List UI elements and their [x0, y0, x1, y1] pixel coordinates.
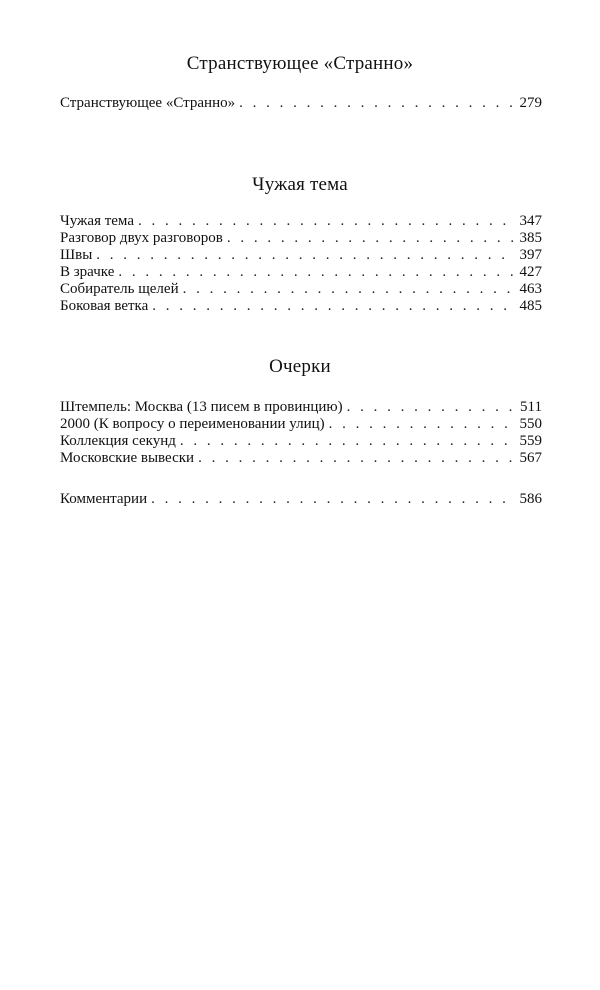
- dot-leader: [239, 95, 513, 112]
- entry-page: 586: [519, 491, 542, 507]
- toc-list-appendix: [60, 491, 542, 508]
- entry-title: Чужая тема: [60, 213, 134, 229]
- toc-list: [60, 399, 542, 467]
- dot-leader: [329, 416, 514, 433]
- toc-entry: [60, 298, 542, 315]
- entry-page: 550: [519, 416, 542, 432]
- toc-entry: [60, 491, 542, 508]
- dot-leader: [118, 264, 513, 281]
- entry-title: Штемпель: Москва (13 писем в провинцию): [60, 399, 343, 415]
- dot-leader: [180, 433, 514, 450]
- dot-leader: [198, 450, 513, 467]
- toc-list: [60, 213, 542, 315]
- dot-leader: [227, 230, 514, 247]
- toc-list: [60, 95, 542, 112]
- entry-page: 511: [520, 399, 542, 415]
- section-title: Странствующее «Странно»: [186, 53, 414, 74]
- entry-title: Швы: [60, 247, 93, 263]
- section-title: Чужая тема: [252, 174, 348, 195]
- toc-entry: [60, 264, 542, 281]
- entry-title: Московские вывески: [60, 450, 195, 466]
- entry-page: 279: [519, 95, 542, 111]
- dot-leader: [138, 213, 514, 230]
- entry-title: Коллекция секунд: [60, 433, 176, 449]
- toc-entry: [60, 450, 542, 467]
- entry-page: 347: [519, 213, 542, 229]
- toc-entry: [60, 281, 542, 298]
- toc-entry: [60, 399, 542, 416]
- entry-title: Собиратель щелей: [60, 281, 179, 297]
- toc-entry: [60, 95, 542, 112]
- section-title: Очерки: [269, 356, 331, 377]
- entry-page: 463: [519, 281, 542, 297]
- entry-title: В зрачке: [60, 264, 115, 280]
- toc-entry: [60, 247, 542, 264]
- toc-entry: [60, 230, 542, 247]
- entry-page: 559: [519, 433, 542, 449]
- entry-title: Боковая ветка: [60, 298, 149, 314]
- dot-leader: [96, 247, 513, 264]
- dot-leader: [151, 491, 513, 508]
- toc-entry: [60, 416, 542, 433]
- entry-title: Разговор двух разговоров: [60, 230, 223, 246]
- entry-page: 567: [519, 450, 542, 466]
- toc-entry: [60, 433, 542, 450]
- entry-title: 2000 (К вопросу о переименовании улиц): [60, 416, 325, 432]
- entry-title: Странствующее «Странно»: [60, 95, 236, 111]
- entry-page: 427: [519, 264, 542, 280]
- dot-leader: [347, 399, 514, 416]
- entry-page: 385: [519, 230, 542, 246]
- entry-page: 397: [519, 247, 542, 263]
- entry-title: Комментарии: [60, 491, 148, 507]
- entry-page: 485: [519, 298, 542, 314]
- dot-leader: [183, 281, 514, 298]
- toc-entry: [60, 213, 542, 230]
- dot-leader: [152, 298, 513, 315]
